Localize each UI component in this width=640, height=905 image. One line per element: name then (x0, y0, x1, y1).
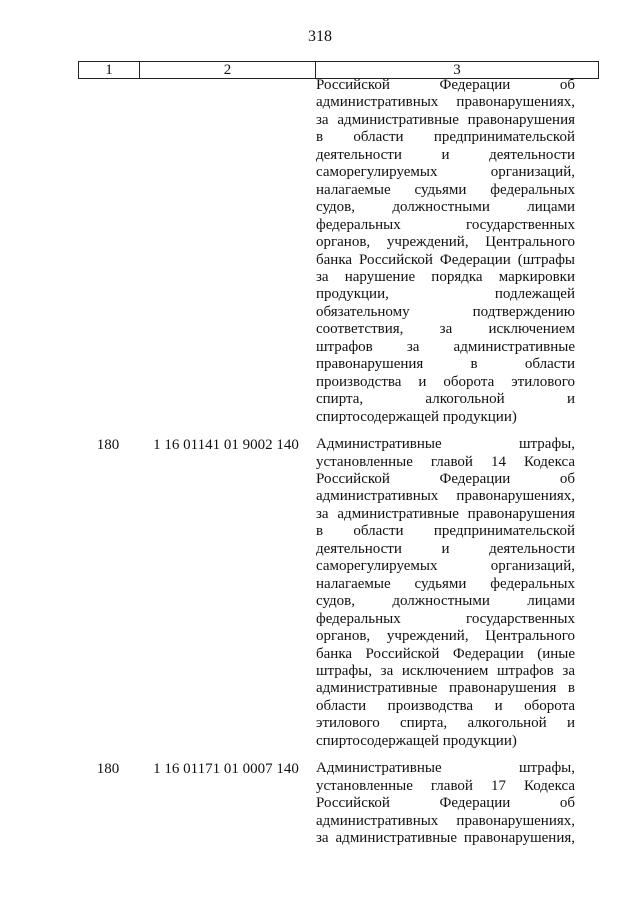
description-line: продукции, подлежащей (316, 286, 575, 303)
description-line: судов, должностными лицами (316, 593, 575, 610)
description-line: саморегулируемых организаций, (316, 164, 575, 181)
description-line: производства и оборота этилового (316, 373, 575, 390)
description-line: за административные правонарушения (316, 111, 575, 128)
description-line: органов, учреждений, Центрального (316, 234, 575, 251)
table-row (78, 760, 597, 847)
description-line: деятельности и деятельности (316, 540, 575, 557)
description (316, 77, 575, 426)
description-line: за нарушение порядка маркировки (316, 268, 575, 285)
row-number: 180 (96, 437, 120, 454)
description-line: саморегулируемых организаций, (316, 558, 575, 575)
table-row (78, 77, 597, 426)
description-line: судов, должностными лицами (316, 199, 575, 216)
description-line: установленные главой 14 Кодекса (316, 453, 575, 470)
description-line: за административные правонарушения, (316, 830, 575, 847)
row-number: 180 (96, 761, 120, 778)
description-line: в области предпринимательской (316, 129, 575, 146)
description-line: Административные штрафы, (316, 436, 575, 453)
budget-code: 1 16 01141 01 9002 140 (153, 437, 299, 454)
description-line: налагаемые судьями федеральных (316, 575, 575, 592)
description-line: спиртосодержащей продукции) (316, 732, 517, 749)
table-row (78, 436, 597, 750)
description-line: Российской Федерации об (316, 795, 575, 812)
header-col-2: 2 (140, 62, 316, 78)
description-line: этилового спирта, алкогольной и (316, 715, 575, 732)
description-line: административных правонарушениях, (316, 812, 575, 829)
description-line: административных правонарушениях, (316, 488, 575, 505)
budget-code (138, 77, 314, 426)
description-line: органов, учреждений, Центрального (316, 628, 575, 645)
description-line: штрафов за административные (316, 338, 575, 355)
description-line: банка Российской Федерации (штрафы (316, 251, 575, 268)
description-line: соответствия, за исключением (316, 321, 575, 338)
description-line: федеральных государственных (316, 610, 575, 627)
description-line: в области предпринимательской (316, 523, 575, 540)
description-line: области производства и оборота (316, 697, 575, 714)
description-line: деятельности и деятельности (316, 146, 575, 163)
header-col-1: 1 (79, 62, 140, 78)
description-line: штрафы, за исключением штрафов за (316, 662, 575, 679)
description-line: установленные главой 17 Кодекса (316, 777, 575, 794)
header-col-3: 3 (453, 62, 461, 78)
description-line: спиртосодержащей продукции) (316, 408, 517, 425)
row-number (78, 77, 138, 426)
description-line: правонарушения в области (316, 356, 575, 373)
description-line: спирта, алкогольной и (316, 391, 575, 408)
table-body (78, 77, 597, 857)
description-line: Российской Федерации об (316, 470, 575, 487)
page-number: 318 (308, 28, 332, 45)
description-line: за административные правонарушения (316, 505, 575, 522)
description-line: Административные штрафы, (316, 760, 575, 777)
description-line: административные правонарушения в (316, 680, 575, 697)
description-line: Российской Федерации об (316, 77, 575, 93)
description-line: налагаемые судьями федеральных (316, 181, 575, 198)
budget-code: 1 16 01171 01 0007 140 (153, 761, 299, 778)
description-line: банка Российской Федерации (иные (316, 645, 575, 662)
description-line: федеральных государственных (316, 216, 575, 233)
description-line: административных правонарушениях, (316, 94, 575, 111)
description (316, 760, 575, 847)
description (316, 436, 575, 750)
description-line: обязательному подтверждению (316, 303, 575, 320)
